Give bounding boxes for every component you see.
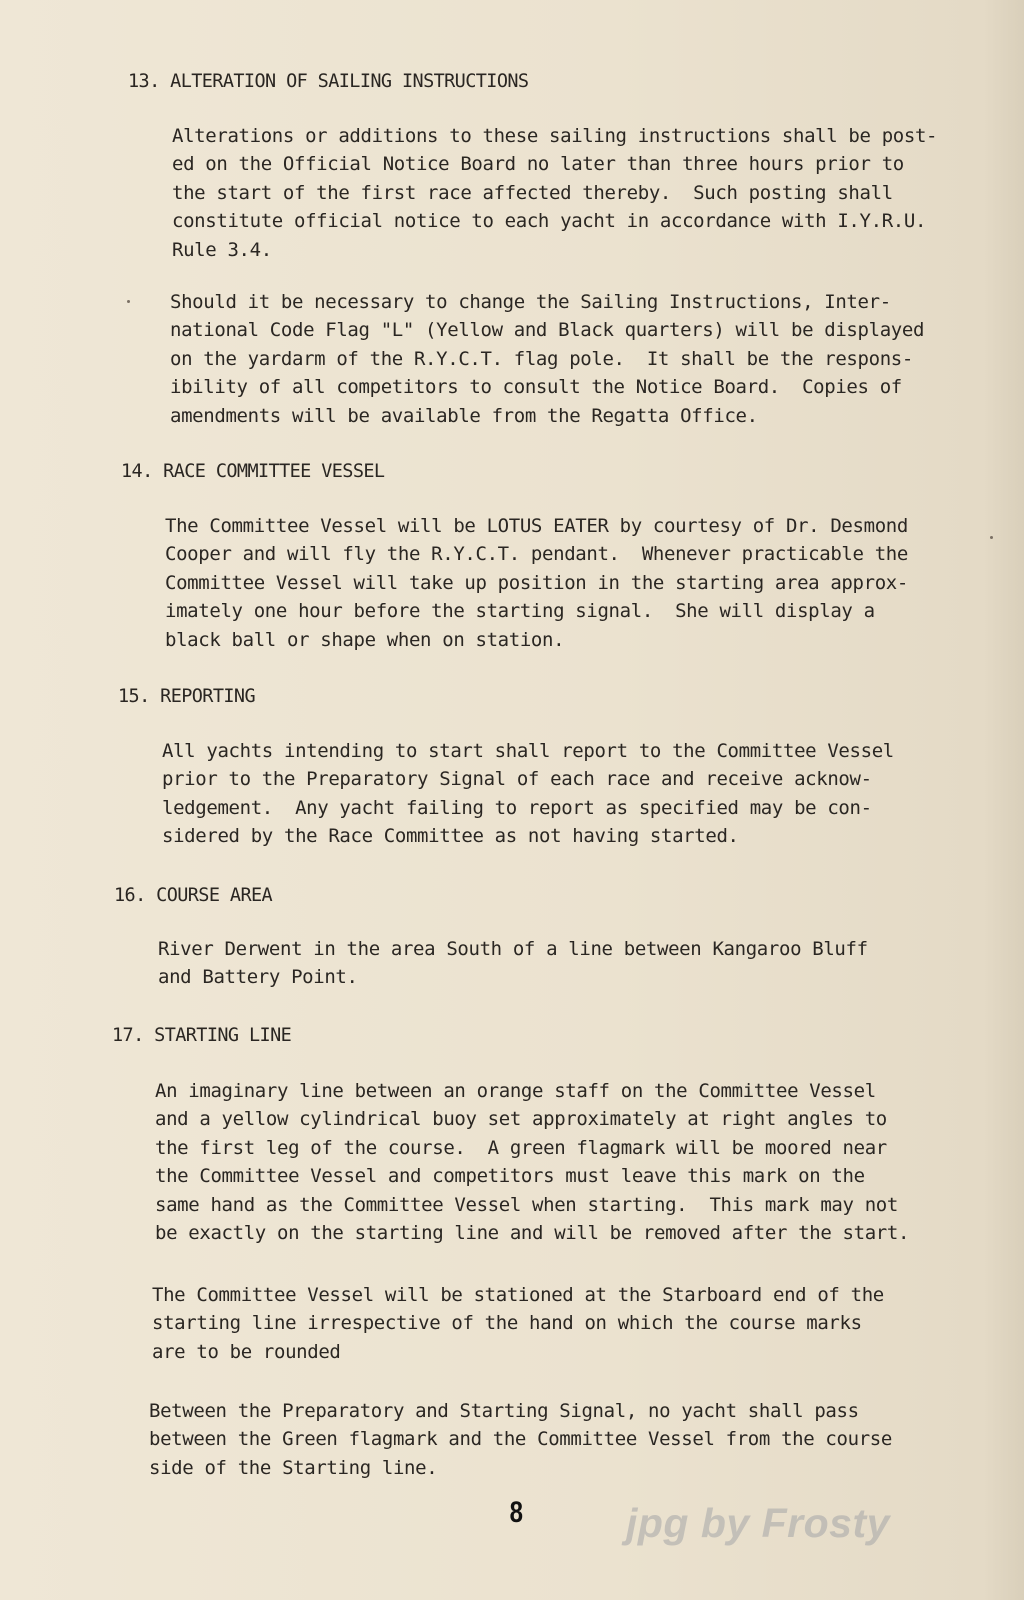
section-17-heading: 17. STARTING LINE — [112, 1025, 292, 1046]
section-13-paragraph-2: Should it be necessary to change the Sailing Instructions, Inter- national Code Flag "L" (Yellow and Black quarters) will be displayed on the yardarm of the R.Y.C.T. flag pole. It shall be the respons- ibility of all competitors to consult the Notice Board. Copies of amendments will be available from the Regatta Office. — [170, 291, 925, 427]
section-13-paragraph-1: Alterations or additions to these sailing instructions shall be post- ed on the Official Notice Board no later than three hours prior to the start of the first race affected thereby. Such posting shall constitute official notice to each yacht in accordance with I.Y.R.U. Rule 3.4. — [172, 125, 938, 261]
section-16-heading: 16. COURSE AREA — [114, 885, 273, 906]
scan-speck — [127, 300, 130, 303]
section-17-paragraph-2: The Committee Vessel will be stationed at the Starboard end of the starting line irrespective of the hand on which the course marks are to be rounded — [152, 1284, 884, 1363]
section-17-paragraph-3: Between the Preparatory and Starting Signal, no yacht shall pass between the Green flagmark and the Committee Vessel from the course side of the Starting line. — [149, 1400, 892, 1479]
scan-speck — [990, 536, 993, 539]
section-15-heading: 15. REPORTING — [118, 686, 255, 707]
section-15-paragraph-1: All yachts intending to start shall report to the Committee Vessel prior to the Preparatory Signal of each race and receive acknow- ledgement. Any yacht failing to report as specified may be con- sidered by the Race Committee as not having started. — [162, 740, 894, 848]
section-14-heading: 14. RACE COMMITTEE VESSEL — [121, 461, 385, 482]
watermark: jpg by Frosty — [626, 1500, 890, 1546]
page-number: 8 — [509, 1496, 524, 1529]
section-17-paragraph-1: An imaginary line between an orange staff on the Committee Vessel and a yellow cylindrical buoy set approximately at right angles to the first leg of the course. A green flagmark will be moored near the Committee Vessel and competitors must leave this mark on the same hand as the Committee Vessel when starting. This mark may not be exactly on the starting line and will be removed after the start. — [155, 1080, 910, 1245]
section-13-heading: 13. ALTERATION OF SAILING INSTRUCTIONS — [128, 71, 529, 92]
section-16-paragraph-1: River Derwent in the area South of a line between Kangaroo Bluff and Battery Point. — [158, 938, 868, 989]
section-14-paragraph-1: The Committee Vessel will be LOTUS EATER by courtesy of Dr. Desmond Cooper and will fly the R.Y.C.T. pendant. Whenever practicable the Committee Vessel will take up position in the starting area approx- imately one hour before the starting signal. She will display a black ball or shape when on station. — [165, 515, 908, 651]
